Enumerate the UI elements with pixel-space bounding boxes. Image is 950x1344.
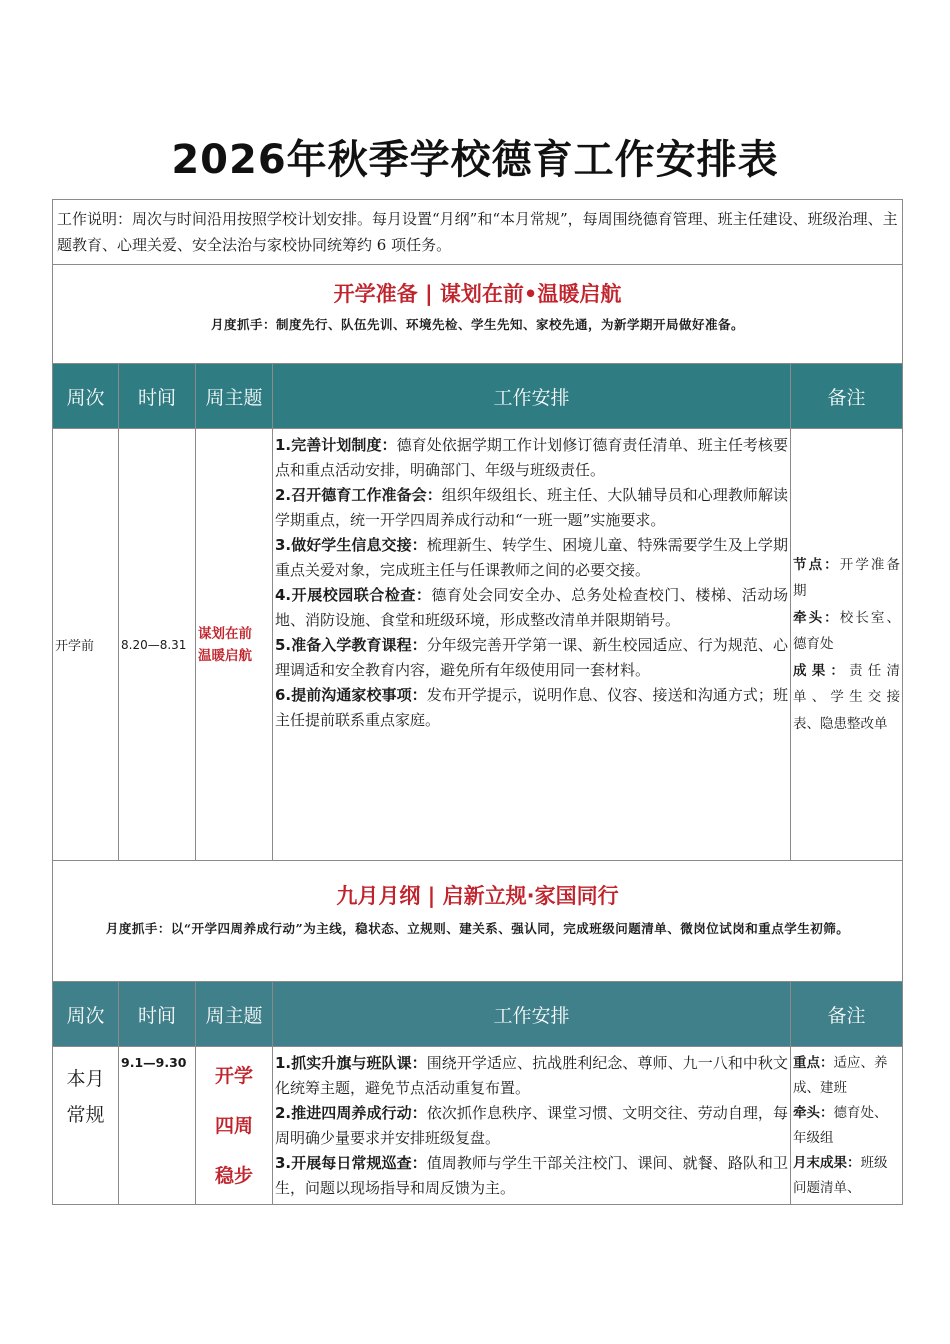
theme-cell (196, 429, 273, 861)
theme-line: 稳步 (214, 1165, 253, 1187)
task-body: 围绕开学适应、抗战胜利纪念、尊师、九一八和中秋文化统筹主题，避免节点活动重复布置。 (275, 1054, 788, 1097)
note-body: 德育处、年级组 (793, 1105, 888, 1146)
section-heading (53, 861, 903, 982)
task-head: 6.提前沟通家校事项： (275, 686, 427, 704)
task-head: 4.开展校园联合检查： (275, 586, 432, 604)
task-head: 1.抓实升旗与班队课： (275, 1054, 427, 1072)
task-item (275, 583, 788, 633)
week-line: 常规 (66, 1104, 105, 1126)
notes-cell (791, 1047, 903, 1205)
section-focus: 月度抓手：制度先行、队伍先训、环境先检、学生先知、家校先通，为新学期开局做好准备。 (211, 317, 745, 332)
time-cell: 8.20—8.31 (119, 429, 196, 861)
task-item (275, 483, 788, 533)
note-head: 重点： (793, 1055, 834, 1071)
task-head: 1.完善计划制度： (275, 436, 397, 454)
note-item (793, 1151, 900, 1201)
task-item (275, 533, 788, 583)
header-theme: 周主题 (196, 982, 273, 1047)
header-work: 工作安排 (273, 364, 791, 429)
task-head: 2.推进四周养成行动： (275, 1104, 427, 1122)
theme-line: 四周 (214, 1115, 253, 1137)
note-head: 成果： (793, 662, 850, 679)
task-item (275, 683, 788, 733)
note-item (793, 658, 900, 738)
week-cell: 开学前 (53, 429, 119, 861)
table-row (53, 429, 903, 861)
header-notes: 备注 (791, 364, 903, 429)
work-cell (273, 429, 791, 861)
theme-line: 温暖启航 (198, 647, 252, 664)
header-notes: 备注 (791, 982, 903, 1047)
intro-row (53, 200, 903, 265)
note-head: 牵头： (793, 1105, 834, 1121)
notes-cell (791, 429, 903, 861)
schedule-document (52, 199, 902, 1205)
time-cell: 9.1—9.30 (119, 1047, 196, 1205)
note-body: 校长室、德育处 (793, 609, 901, 653)
section-title: 开学准备 | 谋划在前•温暖启航 (333, 282, 622, 306)
header-time: 时间 (119, 982, 196, 1047)
note-head: 节点： (793, 556, 840, 573)
section-focus: 月度抓手：以“开学四周养成行动”为主线，稳状态、立规则、建关系、强认同，完成班级问题清单、微岗位试岗和重点学生初筛。 (105, 921, 850, 936)
header-theme: 周主题 (196, 364, 273, 429)
schedule-table (52, 199, 903, 1205)
theme-line: 开学 (214, 1065, 253, 1087)
header-work: 工作安排 (273, 982, 791, 1047)
task-body: 值周教师与学生干部关注校门、课间、就餐、路队和卫生，问题以现场指导和周反馈为主。 (275, 1154, 788, 1197)
week-line: 本月 (66, 1068, 105, 1090)
section-heading-cell (53, 861, 903, 982)
task-item (275, 1151, 788, 1201)
task-body: 德育处依据学期工作计划修订德育责任清单、班主任考核要点和重点活动安排，明确部门、年级与班级责任。 (275, 436, 788, 479)
table-header-row (53, 982, 903, 1047)
section-heading-cell (53, 265, 903, 364)
note-head: 月末成果： (793, 1155, 861, 1171)
task-head: 5.准备入学教育课程： (275, 636, 427, 654)
theme-cell (196, 1047, 273, 1205)
task-body: 发布开学提示，说明作息、仪容、接送和沟通方式；班主任提前联系重点家庭。 (275, 686, 788, 729)
note-body: 开学准备期 (793, 556, 901, 600)
task-head: 2.召开德育工作准备会： (275, 486, 442, 504)
header-week: 周次 (53, 982, 119, 1047)
task-body: 组织年级组长、班主任、大队辅导员和心理教师解读学期重点，统一开学四周养成行动和“一班一题”实施要求。 (275, 486, 788, 529)
note-body: 适应、养成、建班 (793, 1055, 888, 1096)
note-head: 牵头： (793, 609, 840, 626)
work-cell (273, 1047, 791, 1205)
task-item (275, 433, 788, 483)
task-item (275, 633, 788, 683)
note-body: 责任清单、学生交接表、隐患整改单 (793, 662, 901, 732)
note-item (793, 552, 900, 605)
task-head: 3.做好学生信息交接： (275, 536, 427, 554)
table-header-row (53, 364, 903, 429)
note-body: 班级问题清单、 (793, 1155, 888, 1196)
task-item (275, 1101, 788, 1151)
task-body: 德育处会同安全办、总务处检查校门、楼梯、活动场地、消防设施、食堂和班级环境，形成整改清单并限期销号。 (275, 586, 788, 629)
task-head: 3.开展每日常规巡查： (275, 1154, 427, 1172)
section-heading (53, 265, 903, 364)
task-body: 分年级完善开学第一课、新生校园适应、行为规范、心理调适和安全教育内容，避免所有年级使用同一套材料。 (275, 636, 788, 679)
theme-line: 谋划在前 (198, 625, 252, 642)
task-body: 梳理新生、转学生、困境儿童、特殊需要学生及上学期重点关爱对象，完成班主任与任课教师之间的必要交接。 (275, 536, 788, 579)
task-body: 依次抓作息秩序、课堂习惯、文明交往、劳动自理，每周明确少量要求并安排班级复盘。 (275, 1104, 788, 1147)
header-time: 时间 (119, 364, 196, 429)
intro-text: 工作说明：周次与时间沿用按照学校计划安排。每月设置“月纲”和“本月常规”，每周围绕德育管理、班主任建设、班级治理、主题教育、心理关爱、安全法治与家校协同统筹约 6 项任务。 (53, 200, 903, 265)
week-cell (53, 1047, 119, 1205)
note-item (793, 1101, 900, 1151)
section-title: 九月月纲 | 启新立规·家国同行 (336, 884, 619, 908)
page-title: 2026年秋季学校德育工作安排表 (171, 137, 779, 183)
task-item (275, 1051, 788, 1101)
header-week: 周次 (53, 364, 119, 429)
note-item (793, 605, 900, 658)
note-item (793, 1051, 900, 1101)
table-row (53, 1047, 903, 1205)
